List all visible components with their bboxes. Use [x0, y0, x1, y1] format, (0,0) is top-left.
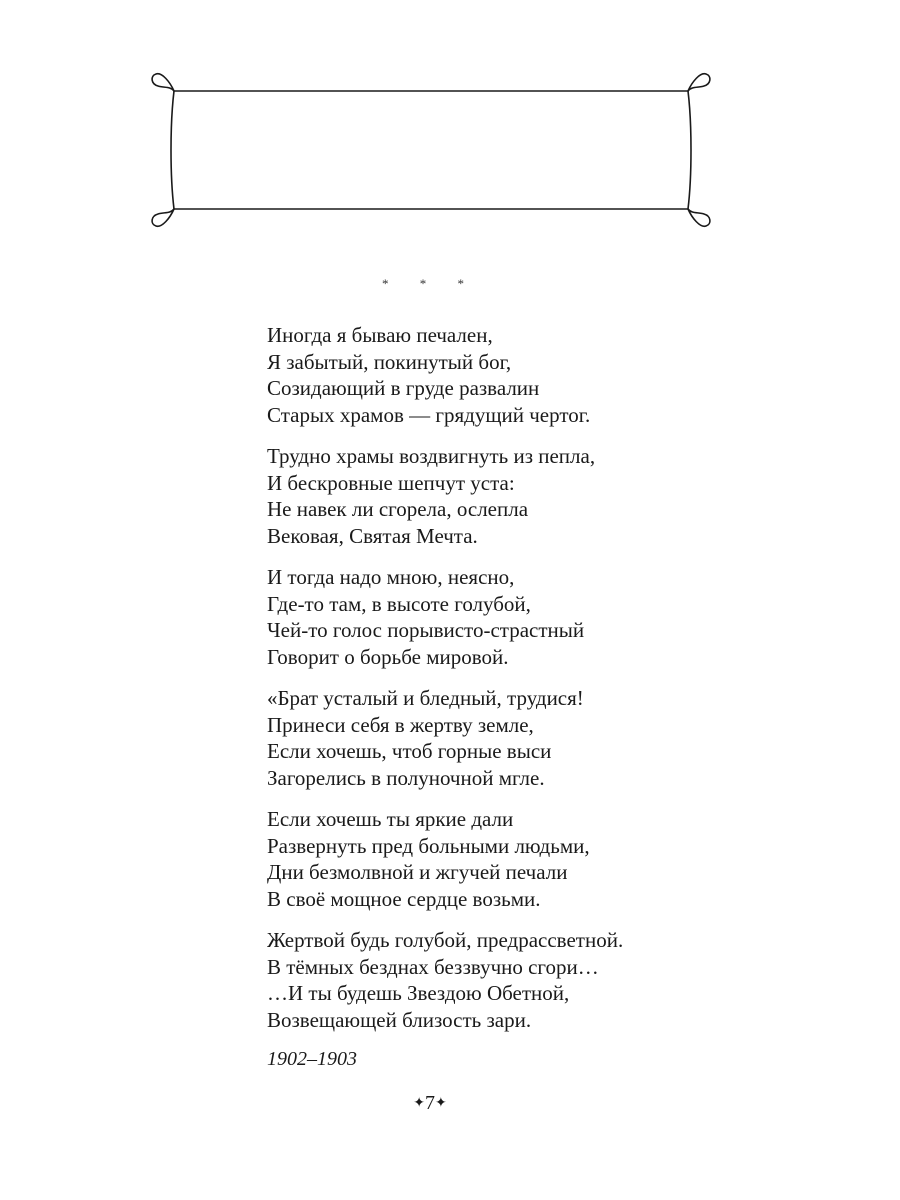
poem-line: Загорелись в полуночной мгле. — [267, 765, 545, 790]
poem-line: Вековая, Святая Мечта. — [267, 523, 478, 548]
poem-line: Если хочешь ты яркие дали — [267, 807, 514, 831]
scroll-frame-icon — [148, 64, 714, 236]
poem-line: Говорит о борьбе мировой. — [267, 644, 509, 669]
stanza — [267, 443, 727, 549]
stanza — [267, 564, 727, 670]
stanza — [267, 322, 727, 428]
poem-line: Созидающий в груде развалин — [267, 376, 540, 400]
poem-line: Иногда я бываю печален, — [267, 323, 493, 347]
poem-line: В своё мощное сердце возьми. — [267, 886, 541, 911]
poem-line: Принеси себя в жертву земле, — [267, 712, 534, 737]
page-number-footer — [0, 1092, 860, 1115]
poem-line: И бескровные шепчут уста: — [267, 470, 515, 495]
decorative-title-frame — [148, 64, 714, 236]
poem-line: Дни безмолвной и жгучей печали — [267, 860, 568, 884]
page-number: 7 — [425, 1092, 435, 1114]
stanza — [267, 927, 727, 1033]
poem-line: И тогда надо мною, неясно, — [267, 565, 515, 589]
stanza — [267, 806, 727, 912]
poem-line: Жертвой будь голубой, предрассветной. — [267, 928, 624, 952]
poem-line: Возвещающей близость зари. — [267, 1007, 532, 1032]
poem-line: Развернуть пред больными людьми, — [267, 833, 590, 858]
poem-line: Я забытый, покинутый бог, — [267, 349, 512, 374]
star-ornament-icon: ✦ — [435, 1096, 447, 1111]
poem-line: Старых храмов — грядущий чертог. — [267, 402, 591, 427]
stanza — [267, 685, 727, 791]
poem-date: 1902–1903 — [267, 1048, 357, 1070]
poem-line: Где-то там, в высоте голубой, — [267, 591, 531, 616]
poem — [267, 322, 727, 1071]
poem-line: …И ты будешь Звездою Обетной, — [267, 981, 570, 1005]
poem-line: Не навек ли сгорела, ослепла — [267, 497, 529, 521]
star-ornament-icon: ✦ — [413, 1096, 425, 1111]
poem-line: Если хочешь, чтоб горные выси — [267, 739, 552, 763]
poem-line: В тёмных безднах беззвучно сгори… — [267, 954, 599, 979]
poem-line: «Брат усталый и бледный, трудися! — [267, 686, 584, 710]
asterism-divider: * * * — [382, 276, 478, 291]
poem-line: Трудно храмы воздвигнуть из пепла, — [267, 444, 596, 468]
poem-line: Чей-то голос порывисто-страстный — [267, 618, 585, 642]
